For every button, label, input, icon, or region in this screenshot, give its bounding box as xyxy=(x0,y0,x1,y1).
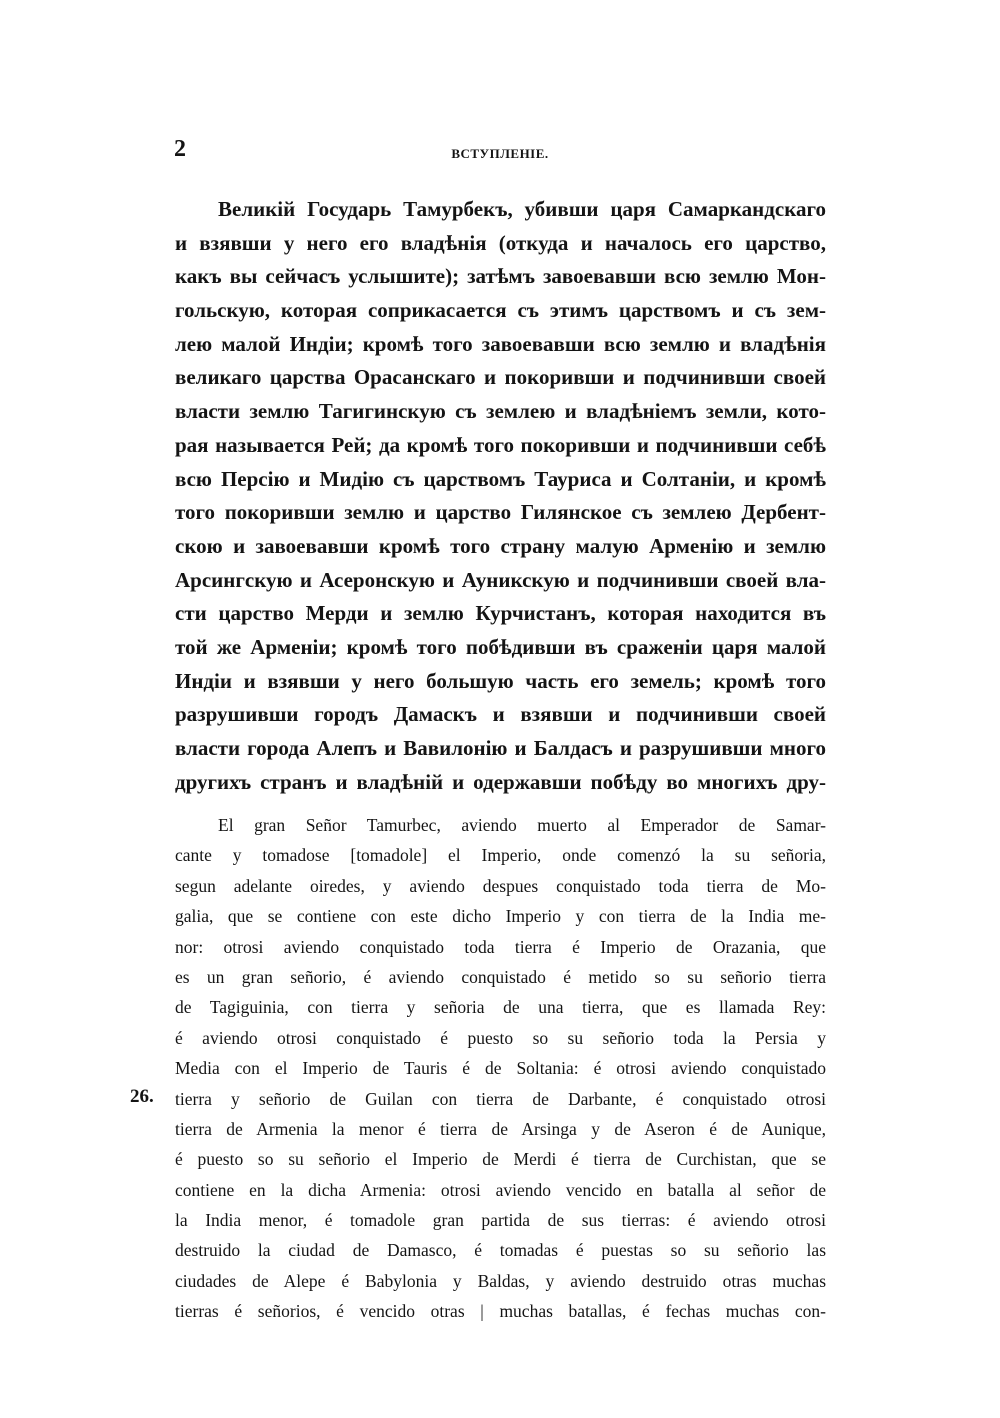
text-line: и взявши у него его владѣнія (откуда и началось его царство, xyxy=(175,230,826,255)
text-line: contiene en la dicha Armenia: otrosi aviendo vencido en batalla al señor de xyxy=(175,1179,826,1200)
text-line: великаго царства Орасанскаго и покоривши и подчинивши своей xyxy=(175,365,826,390)
text-line: la India menor, é tomadole gran partida de sus tierras: é aviendo otrosi xyxy=(175,1210,826,1231)
text-line: разрушивши городъ Дамаскъ и взявши и подчинивши своей xyxy=(175,702,826,727)
text-line: El gran Señor Tamurbec, aviendo muerto al Emperador de Samar- xyxy=(218,815,826,835)
text-line: galia, que se contiene con este dicho Imperio y con tierra de la India me- xyxy=(175,906,826,927)
margin-line-number: 26. xyxy=(130,1086,154,1107)
text-line: другихъ странъ и владѣній и одержавши побѣду во многихъ дру- xyxy=(175,769,826,794)
text-line: власти землю Тагигинскую съ землею и владѣніемъ земли, кото- xyxy=(175,399,826,424)
text-line: Арсингскую и Асеронскую и Ауникскую и подчинивши своей вла- xyxy=(175,567,826,592)
text-line: nor: otrosi aviendo conquistado toda tierra é Imperio de Orazania, que xyxy=(175,936,826,957)
text-line: власти города Алепъ и Вавилонію и Балдасъ и разрушивши много xyxy=(175,736,826,760)
text-line: tierra de Armenia la menor é tierra de Arsinga y de Aseron é de Aunique, xyxy=(175,1118,826,1139)
text-line: cante y tomadose [tomadole] el Imperio, onde comenzó la su señoria, xyxy=(175,845,826,866)
russian-paragraph xyxy=(175,193,826,799)
page-number: 2 xyxy=(174,136,186,162)
text-line: de Tagiguinia, con tierra y señoria de una tierra, que es llamada Rey: xyxy=(175,997,826,1018)
text-line: Великій Государь Тамурбекъ, убивши царя Самаркандскаго xyxy=(218,197,826,221)
running-title: ВСТУПЛЕНІЕ. xyxy=(451,146,549,161)
text-line: es un gran señorio, é aviendo conquistado é metido so su señorio tierra xyxy=(175,966,826,987)
text-line: Индіи и взявши у него большую часть его земель; кромѣ того xyxy=(175,668,826,693)
text-line: рая называется Рей; да кромѣ того покоривши и подчинивши себѣ xyxy=(175,432,826,457)
text-line: лею малой Индіи; кромѣ того завоевавши всю землю и владѣнія xyxy=(175,331,826,356)
text-line: segun adelante oiredes, y aviendo despues conquistado toda tierra de Mo- xyxy=(175,875,826,896)
text-line: гольскую, которая соприкасается съ этимъ царствомъ и съ зем- xyxy=(175,298,826,323)
text-line: Media con el Imperio de Tauris é de Soltania: é otrosi aviendo conquistado xyxy=(175,1058,826,1079)
text-line: ciudades de Alepe é Babylonia y Baldas, y aviendo destruido otras muchas xyxy=(175,1270,826,1291)
text-line: того покоривши землю и царство Гилянское съ землею Дербент- xyxy=(175,500,826,525)
text-line: той же Арменіи; кромѣ того побѣдивши въ сраженіи царя малой xyxy=(175,634,826,659)
text-line: какъ вы сейчасъ услышите); затѣмъ завоевавши всю землю Мон- xyxy=(175,264,826,289)
text-line: всю Персію и Мидію съ царствомъ Тауриса и Солтаніи, и кромѣ xyxy=(175,466,826,491)
text-line: é puesto so su señorio el Imperio de Merdi é tierra de Curchistan, que se xyxy=(175,1149,826,1170)
text-line: é aviendo otrosi conquistado é puesto so su señorio toda la Persia y xyxy=(175,1027,826,1048)
spanish-paragraph xyxy=(175,810,826,1327)
text-line: tierra y señorio de Guilan con tierra de Darbante, é conquistado otrosi xyxy=(175,1088,826,1109)
text-line: скою и завоевавши кромѣ того страну малую Арменію и землю xyxy=(175,533,826,558)
text-line: tierras é señorios, é vencido otras | muchas batallas, é fechas muchas con- xyxy=(175,1301,826,1322)
text-line: сти царство Мерди и землю Курчистанъ, которая находится въ xyxy=(175,601,826,626)
text-line: destruido la ciudad de Damasco, é tomadas é puestas so su señorio las xyxy=(175,1240,826,1261)
